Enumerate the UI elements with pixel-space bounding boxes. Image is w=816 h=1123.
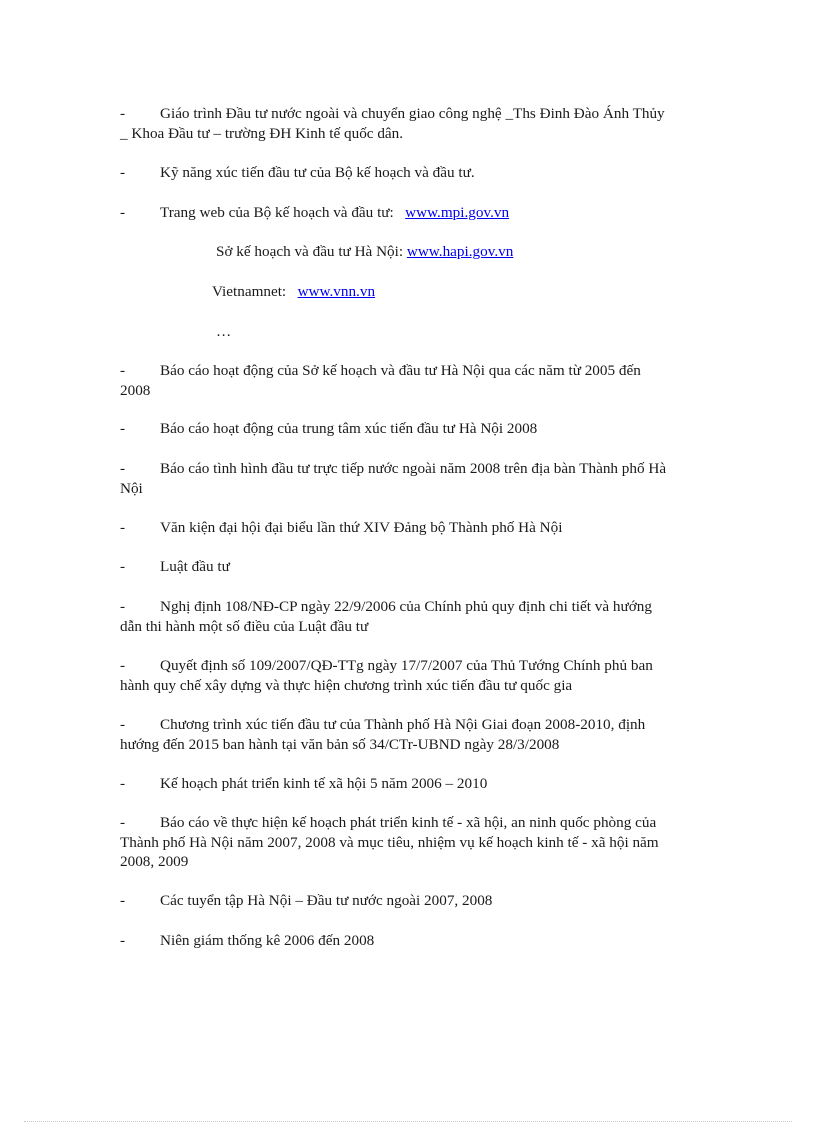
- reference-text-continued: _ Khoa Đầu tư – trường ĐH Kinh tế quốc dân.: [120, 124, 404, 142]
- reference-text: Quyết định số 109/2007/QĐ-TTg ngày 17/7/2007 của Thủ Tướng Chính phủ ban: [160, 657, 653, 674]
- reference-item: [120, 813, 700, 872]
- reference-text: Văn kiện đại hội đại biểu lần thứ XIV Đảng bộ Thành phố Hà Nội: [160, 519, 563, 536]
- mpi-website-link[interactable]: www.mpi.gov.vn: [405, 204, 510, 221]
- sub-reference-line: [212, 282, 375, 302]
- bullet-dash: -: [120, 105, 126, 122]
- reference-text: Kỹ năng xúc tiến đầu tư của Bộ kế hoạch và đầu tư.: [160, 164, 475, 181]
- bullet-dash: -: [120, 716, 126, 733]
- reference-item: [120, 597, 700, 636]
- bullet-dash: -: [120, 460, 126, 477]
- reference-text-continued: dẫn thi hành một số điều của Luật đầu tư: [120, 617, 369, 635]
- reference-text-continued: hướng đến 2015 ban hành tại văn bản số 34/CTr-UBND ngày 28/3/2008: [120, 735, 560, 753]
- reference-text-continued: Thành phố Hà Nội năm 2007, 2008 và mục tiêu, nhiệm vụ kế hoạch kinh tế - xã hội năm: [120, 833, 659, 851]
- reference-item: [120, 361, 700, 400]
- reference-text: Báo cáo hoạt động của trung tâm xúc tiến đầu tư Hà Nội 2008: [160, 420, 538, 437]
- bullet-dash: -: [120, 932, 126, 949]
- bullet-dash: -: [120, 598, 126, 615]
- reference-text: Kế hoạch phát triển kinh tế xã hội 5 năm 2006 – 2010: [160, 775, 488, 792]
- reference-item: [120, 557, 700, 577]
- reference-line: [120, 104, 700, 124]
- reference-text-continued: hành quy chế xây dựng và thực hiện chương trình xúc tiến đầu tư quốc gia: [120, 676, 573, 694]
- ellipsis-text: …: [216, 323, 232, 340]
- vnn-website-link[interactable]: www.vnn.vn: [297, 283, 376, 300]
- bullet-dash: -: [120, 892, 126, 909]
- reference-text: Các tuyển tập Hà Nội – Đầu tư nước ngoài 2007, 2008: [160, 892, 493, 909]
- bullet-dash: -: [120, 657, 126, 674]
- reference-text: Trang web của Bộ kế hoạch và đầu tư:: [160, 204, 394, 221]
- reference-item: [120, 891, 700, 911]
- reference-item: [120, 203, 700, 223]
- reference-item: [120, 419, 700, 439]
- bullet-dash: -: [120, 420, 126, 437]
- reference-item: [120, 931, 700, 951]
- reference-text: Báo cáo về thực hiện kế hoạch phát triển kinh tế - xã hội, an ninh quốc phòng của: [160, 814, 657, 831]
- sub-reference-label: Sở kế hoạch và đầu tư Hà Nội:: [216, 243, 404, 260]
- reference-item: [120, 459, 700, 498]
- sub-reference-line: [216, 242, 513, 262]
- bullet-dash: -: [120, 814, 126, 831]
- reference-item: [120, 774, 700, 794]
- reference-item: [120, 518, 700, 538]
- bullet-dash: -: [120, 164, 126, 181]
- bullet-dash: -: [120, 362, 126, 379]
- reference-text: Nghị định 108/NĐ-CP ngày 22/9/2006 của Chính phủ quy định chi tiết và hướng: [160, 598, 652, 615]
- reference-item: [120, 104, 700, 143]
- reference-text: Chương trình xúc tiến đầu tư của Thành phố Hà Nội Giai đoạn 2008-2010, định: [160, 716, 646, 733]
- bullet-dash: -: [120, 204, 126, 221]
- reference-text: Luật đầu tư: [160, 558, 230, 575]
- reference-text-continued: 2008: [120, 381, 151, 399]
- hapi-website-link[interactable]: www.hapi.gov.vn: [406, 243, 514, 260]
- reference-item: [120, 715, 700, 754]
- reference-item: [120, 656, 700, 695]
- reference-text: Giáo trình Đầu tư nước ngoài và chuyển giao công nghệ _Ths Đinh Đào Ánh Thủy: [160, 105, 665, 122]
- reference-text-continued: Nội: [120, 479, 143, 497]
- page-bottom-divider: [24, 1121, 792, 1122]
- reference-item: [120, 163, 700, 183]
- reference-text: Báo cáo tình hình đầu tư trực tiếp nước ngoài năm 2008 trên địa bàn Thành phố Hà: [160, 460, 667, 477]
- reference-text: Niên giám thống kê 2006 đến 2008: [160, 932, 375, 949]
- reference-text-continued: 2008, 2009: [120, 853, 189, 870]
- bullet-dash: -: [120, 558, 126, 575]
- bullet-dash: -: [120, 519, 126, 536]
- reference-text: Báo cáo hoạt động của Sở kế hoạch và đầu tư Hà Nội qua các năm từ 2005 đến: [160, 362, 641, 379]
- sub-reference-label: Vietnamnet:: [212, 283, 290, 300]
- bullet-dash: -: [120, 775, 126, 792]
